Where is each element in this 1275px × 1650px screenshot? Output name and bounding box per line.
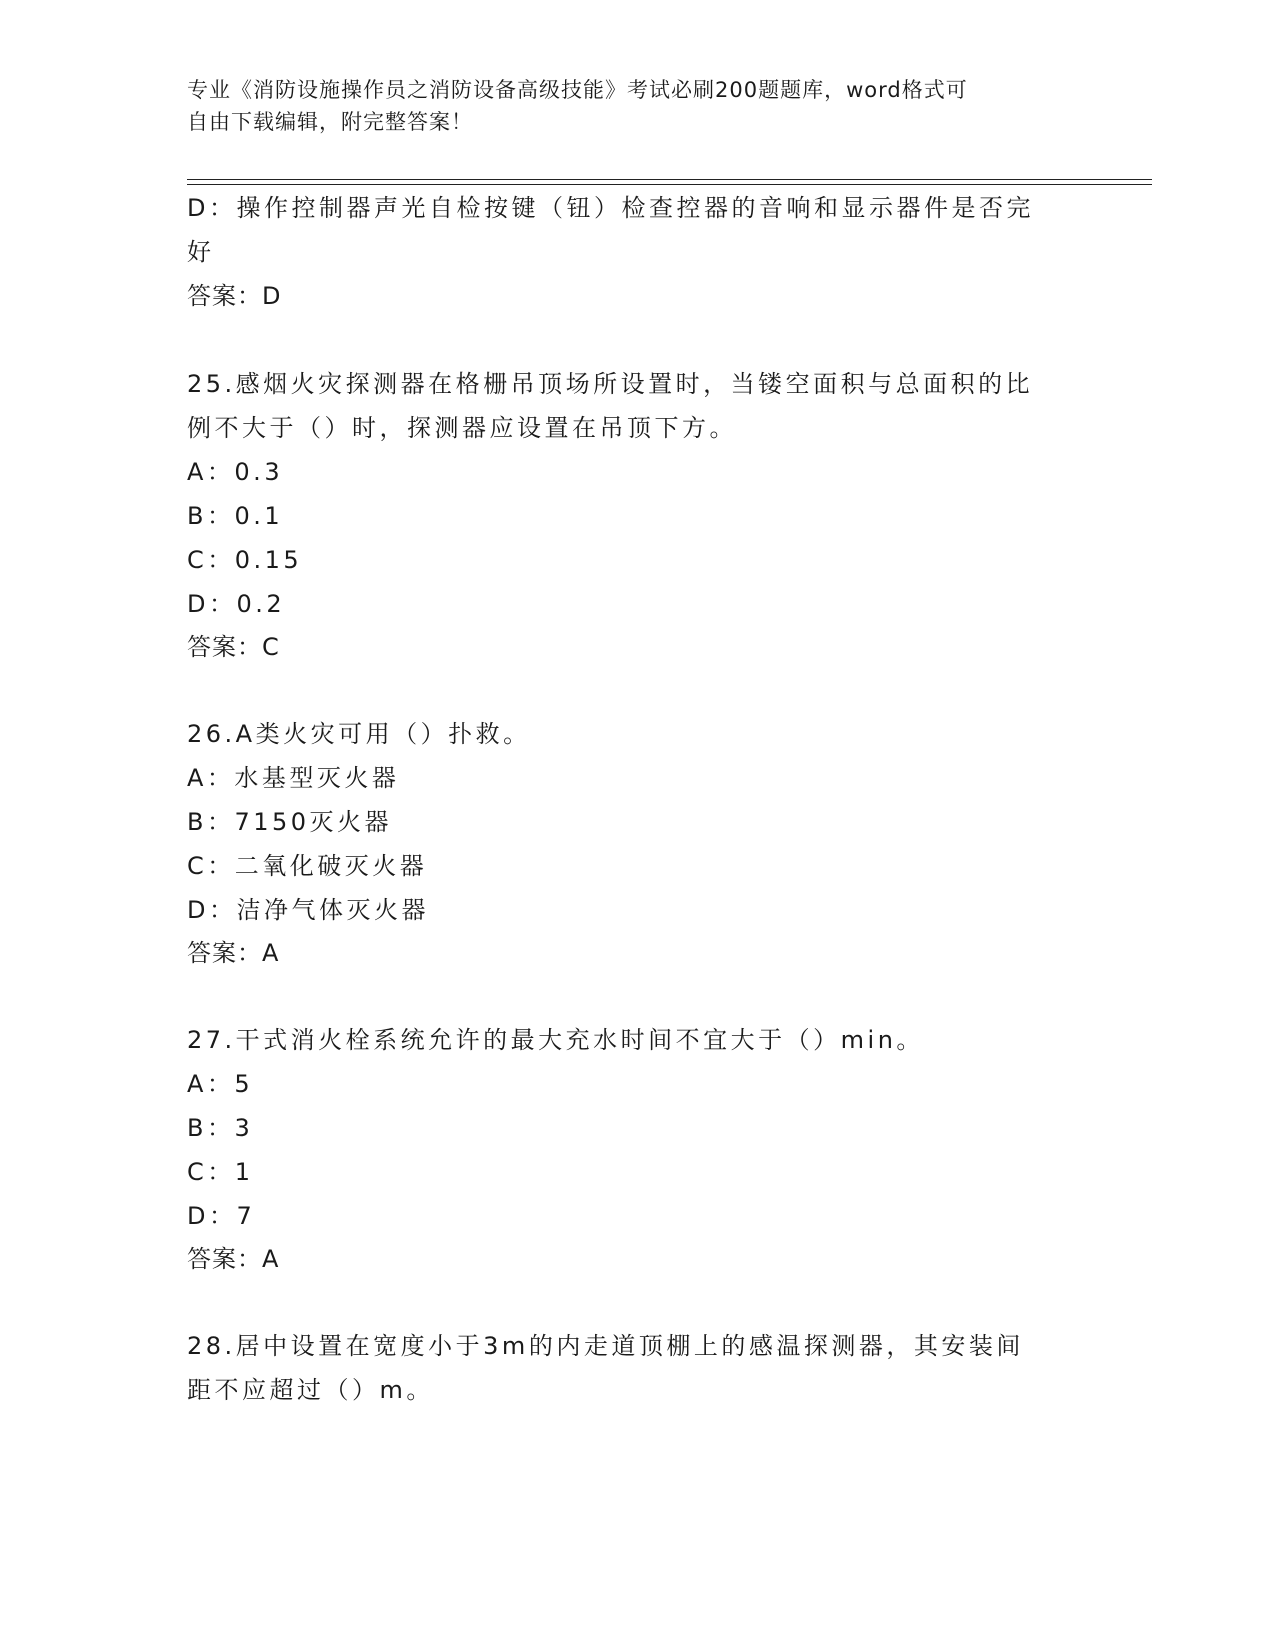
q26-option-b: B：7150灭火器 <box>187 808 393 836</box>
header-line-2: 自由下载编辑，附完整答案！ <box>187 110 473 134</box>
q28-stem-line-1: 28.居中设置在宽度小于3m的内走道顶棚上的感温探测器，其安装间 <box>187 1332 1024 1360</box>
header-divider-bottom <box>187 184 1152 185</box>
q26-option-c: C：二氧化破灭火器 <box>187 852 428 880</box>
q24-option-d-line-2: 好 <box>187 238 215 266</box>
q25-option-c: C：0.15 <box>187 546 303 574</box>
q27-option-c: C：1 <box>187 1158 254 1186</box>
q25-option-d: D：0.2 <box>187 590 286 618</box>
q25-option-a: A：0.3 <box>187 458 284 486</box>
document-header <box>187 74 1087 138</box>
q27-option-d: D：7 <box>187 1202 256 1230</box>
q27-option-b: B：3 <box>187 1114 254 1142</box>
q25-stem-line-1: 25.感烟火灾探测器在格栅吊顶场所设置时，当镂空面积与总面积的比 <box>187 370 1034 398</box>
q25-stem-line-2: 例不大于（）时，探测器应设置在吊顶下方。 <box>187 414 737 442</box>
q24-answer: 答案：D <box>187 282 282 310</box>
q24-option-d-line-1: D：操作控制器声光自检按键（钮）检查控器的音响和显示器件是否完 <box>187 194 1034 222</box>
header-line-1: 专业《消防设施操作员之消防设备高级技能》考试必刷200题题库，word格式可 <box>187 78 968 102</box>
q26-stem: 26.A类火灾可用（）扑救。 <box>187 720 531 748</box>
q26-answer: 答案：A <box>187 939 280 967</box>
q27-option-a: A：5 <box>187 1070 254 1098</box>
header-divider-top <box>187 179 1152 180</box>
q27-answer: 答案：A <box>187 1245 280 1273</box>
q25-answer: 答案：C <box>187 633 280 661</box>
q28-stem-line-2: 距不应超过（）m。 <box>187 1376 434 1404</box>
q26-option-a: A：水基型灭火器 <box>187 764 400 792</box>
q25-option-b: B：0.1 <box>187 502 284 530</box>
q26-option-d: D：洁净气体灭火器 <box>187 896 429 924</box>
q27-stem: 27.干式消火栓系统允许的最大充水时间不宜大于（）min。 <box>187 1026 924 1054</box>
